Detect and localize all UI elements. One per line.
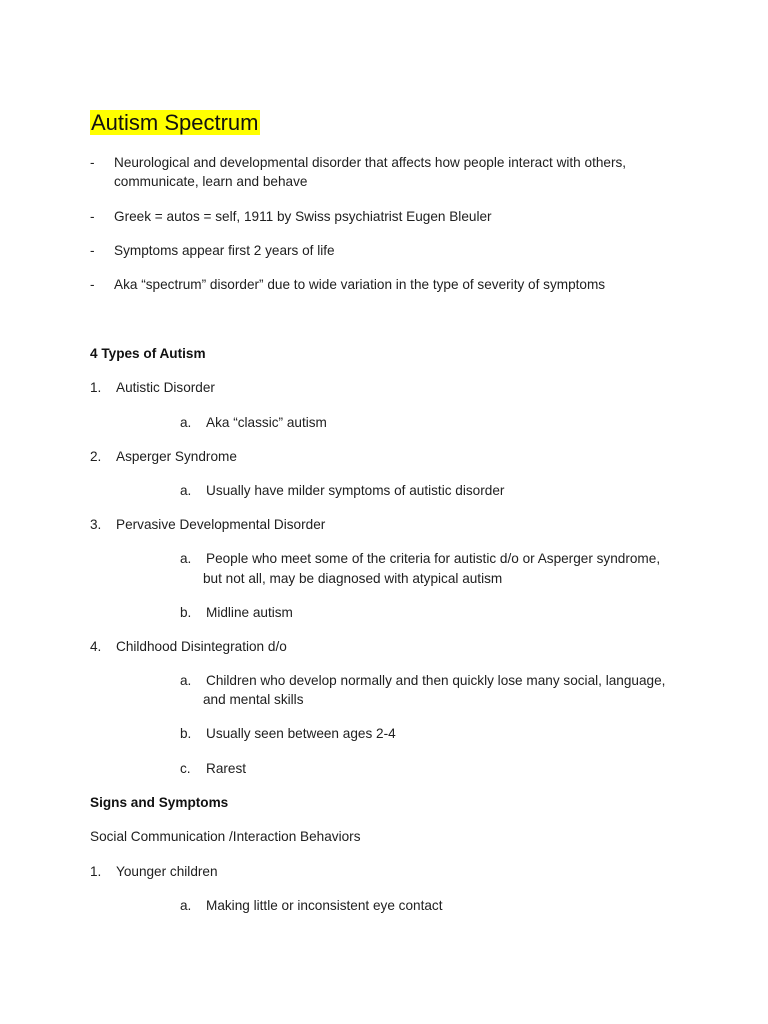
bullet-text: Symptoms appear first 2 years of life (114, 243, 335, 258)
sub-list-letter: a. (180, 415, 192, 430)
sub-list-text: People who meet some of the criteria for autistic d/o or Asperger syndrome, (206, 551, 661, 566)
list-number: 3. (90, 517, 102, 532)
bullet-marker: - (90, 243, 95, 258)
list-number: 4. (90, 639, 102, 654)
sub-list-letter: a. (180, 673, 192, 688)
bullet-text: Aka “spectrum” disorder” due to wide variation in the type of severity of symptoms (114, 277, 606, 292)
section-heading-signs: Signs and Symptoms (90, 795, 229, 810)
bullet-marker: - (90, 155, 95, 170)
highlighted-title: Autism Spectrum (91, 110, 259, 135)
bullet-marker: - (90, 277, 95, 292)
bullet-marker: - (90, 209, 95, 224)
sub-list-letter: a. (180, 483, 192, 498)
page-title (90, 109, 260, 137)
section-subheading: Social Communication /Interaction Behaviors (90, 829, 361, 844)
bullet-text: Greek = autos = self, 1911 by Swiss psychiatrist Eugen Bleuler (114, 209, 492, 224)
sub-list-letter: b. (180, 605, 192, 620)
sub-list-text: Children who develop normally and then quickly lose many social, language, (206, 673, 666, 688)
list-number: 1. (90, 864, 102, 879)
sub-list-text: Usually seen between ages 2-4 (206, 726, 396, 741)
list-number: 2. (90, 449, 102, 464)
sub-list-letter: a. (180, 898, 192, 913)
list-item-label: Pervasive Developmental Disorder (116, 517, 326, 532)
sub-list-text: Aka “classic” autism (206, 415, 327, 430)
bullet-text-continued: communicate, learn and behave (114, 174, 308, 189)
list-item-label: Younger children (116, 864, 218, 879)
sub-list-letter: b. (180, 726, 192, 741)
list-item-label: Childhood Disintegration d/o (116, 639, 287, 654)
bullet-text: Neurological and developmental disorder that affects how people interact with others, (114, 155, 627, 170)
section-heading-types: 4 Types of Autism (90, 346, 206, 361)
list-item-label: Autistic Disorder (116, 380, 215, 395)
sub-list-text: Rarest (206, 761, 247, 776)
list-number: 1. (90, 380, 102, 395)
sub-list-letter: c. (180, 761, 191, 776)
sub-list-text: Making little or inconsistent eye contact (206, 898, 443, 913)
sub-list-text-continued: and mental skills (203, 692, 304, 707)
sub-list-text: Usually have milder symptoms of autistic disorder (206, 483, 505, 498)
sub-list-text-continued: but not all, may be diagnosed with atypical autism (203, 571, 503, 586)
list-item-label: Asperger Syndrome (116, 449, 237, 464)
sub-list-letter: a. (180, 551, 192, 566)
sub-list-text: Midline autism (206, 605, 293, 620)
